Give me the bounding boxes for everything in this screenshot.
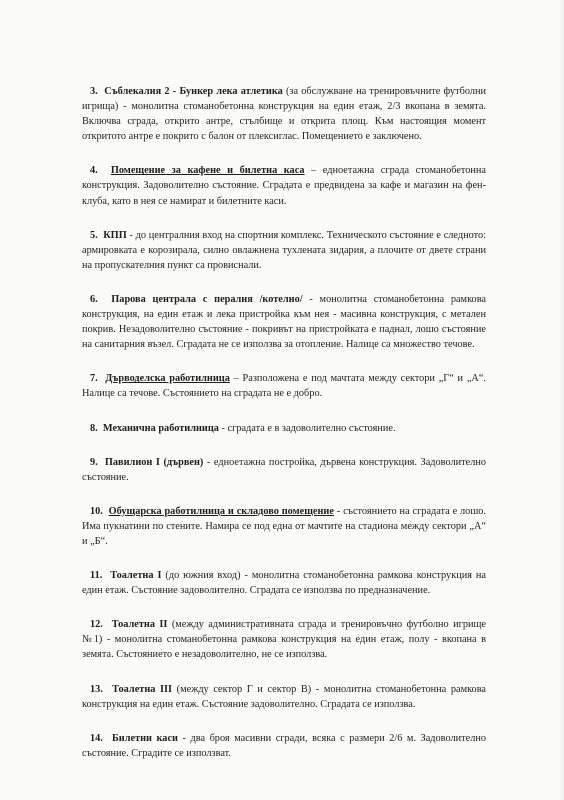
item-number: 8. [90,422,98,434]
item-description: (до южния вход) - монолитна стомaнобетонна рамкова конструкция на един етаж. Състояние задоволително. Сградата се използва по предназначение. [82,570,486,597]
item-list [82,84,486,761]
item-title: Помещение за кафене и билетна каса [110,165,305,177]
list-item [82,682,486,712]
item-number: 10. [90,505,103,517]
item-title: КПП [103,229,127,241]
item-title: Тоалетна I [110,570,162,582]
item-title: Обущарска работилница и складово помещение [108,505,334,517]
item-title: Тоалетна II [111,619,168,631]
item-description: - два броя масивни сгради, всяка с размери 2/6 м. Задоволително състояние. Сградите се използват. [82,732,486,759]
list-item [82,455,486,485]
item-title: Дърводелска работилница [105,373,230,385]
item-number: 11. [90,570,103,582]
item-number: 9. [90,456,98,468]
item-title: Тоалетна III [112,683,173,695]
list-item [82,504,486,549]
item-description: - състоянието на сградата е лошо. Има пукнатини по стените. Намира се под една от мачтите на стадиона между сектори „А“ и „Б“. [82,505,486,547]
list-item [82,371,486,401]
item-description: (между административната сграда и тренировъчно футболно игрище №1) - монолитна стоманобетонна рамкова конструкция на един етаж, полу - вкопана в земята. Състоянието е незадоволително, не се използва. [82,619,486,661]
item-number: 7. [90,373,98,385]
item-description: - едноетажна постройка, дървена конструкция. Задоволително състояние. [82,456,486,483]
list-item [82,568,486,598]
list-item [82,292,486,352]
scan-edge-shadow [558,0,564,800]
item-description: - до централния вход на спортния комплекс. Техническото състояние е следното: армировката е корозирала, силно овлажнена тухлената зидария, а плочите от двете страни на пропускателния пункт са провиснали. [82,229,486,271]
item-title: Павилион I (дървен) [104,456,204,468]
item-description: - сградата е в задоволително състояние. [218,422,396,434]
item-description: - монолитна стоманобетонна рамкова конструкция, на един етаж и лека пристройка към нея - масивна конструкция, с метален покрив. Незадоволително състояние - покривът на пристройката е паднал, лошо състояние на санитарния възел. Сградата не се използва за отопление. Налице са множество течове. [82,293,487,351]
item-description: – едноетажна сграда стоманобетонна конструкция. Задоволително състояние. Сградата е предвидена за кафе и магазин на фен-клуба, като в нея се намират и билетните каси. [82,165,486,207]
item-title: Съблекалия 2 - Бункер лека атлетика [104,86,283,97]
item-number: 13. [90,683,103,695]
item-number: 14. [90,732,103,744]
item-number: 3. [90,86,98,97]
list-item [82,163,486,208]
item-number: 4. [90,165,98,177]
list-item [82,421,486,436]
item-description: (между сектор Г и сектор В) - монолитна стоманобетонна рамкова конструкция на един етаж. Състояние задоволително. Сградата се използва. [82,683,487,710]
list-item [82,84,486,144]
item-title: Парова централа с перaлня /котелно/ [111,293,303,305]
list-item [82,731,486,761]
list-item [82,617,486,662]
list-item [82,228,486,273]
item-description: – Разположена е под мачтата между сектори „Г“ и „А“. Налице са течове. Състоянието на сградата не е добро. [82,373,486,400]
item-number: 6. [90,293,98,305]
item-number: 5. [90,229,98,241]
item-title: Билетни каси [111,732,178,744]
item-number: 12. [90,619,103,631]
item-title: Механична работилница [102,422,219,434]
item-description: (за обслужване на тренировъчните футболни игрища) - монолитна стоманобетонна конструкция на един етаж, 2/3 вкопана в земята. Включва сграда, открито антре, стълбище и открита площ. Към настоящия момент откритото антре е покрито с балон от плексиглас. Помещението е заключено. [82,86,486,143]
